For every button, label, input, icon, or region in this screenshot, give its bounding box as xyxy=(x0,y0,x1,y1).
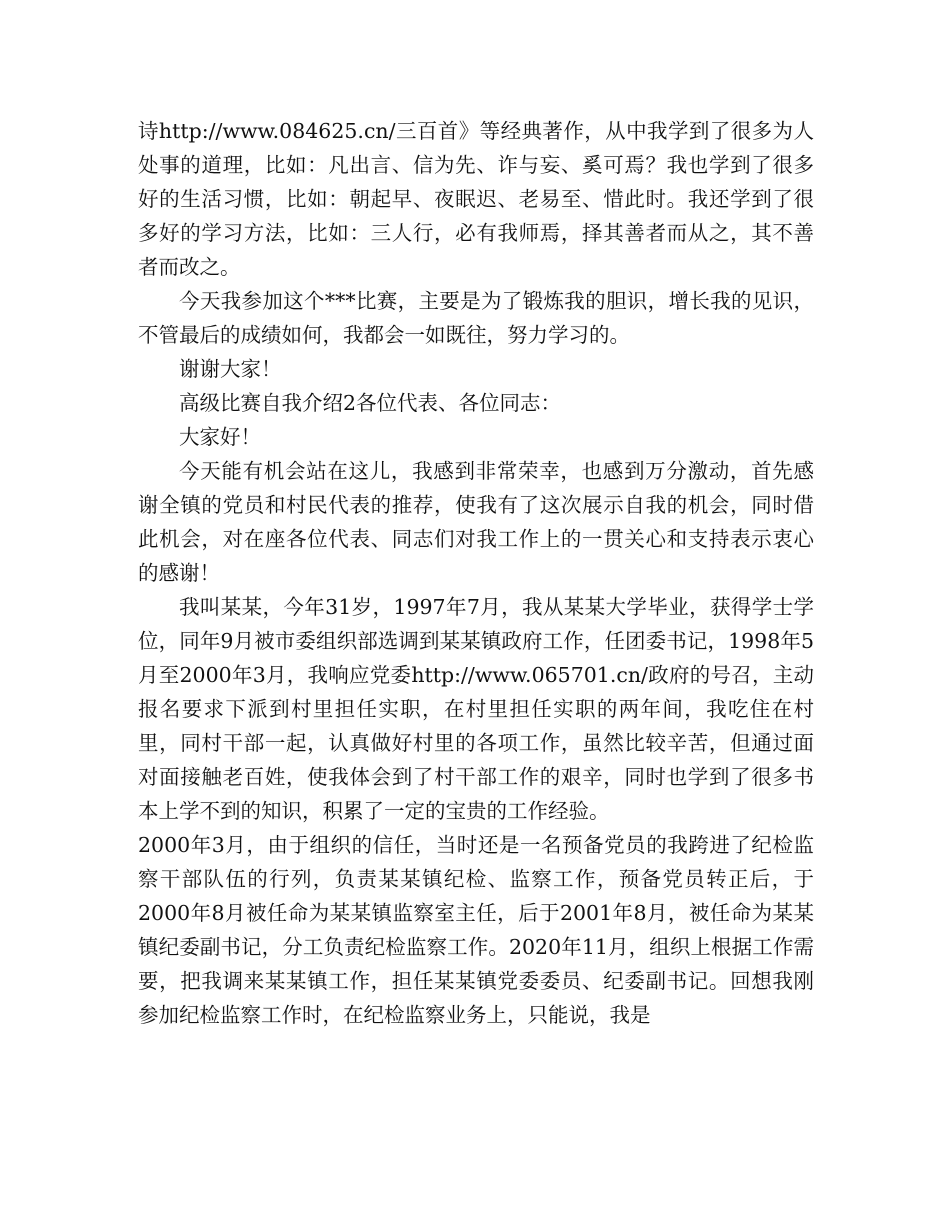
document-body xyxy=(138,114,814,1032)
paragraph-competition-purpose: 今天我参加这个***比赛，主要是为了锻炼我的胆识，增长我的见识，不管最后的成绩如何，我都会一如既往，努力学习的。 xyxy=(138,289,814,347)
paragraph-section-heading: 高级比赛自我介绍2各位代表、各位同志： xyxy=(179,391,562,415)
paragraph-career: 2000年3月，由于组织的信任，当时还是一名预备党员的我跨进了纪检监察干部队伍的行列，负责某某镇纪检、监察工作，预备党员转正后，于2000年8月被任命为某某镇监察室主任，后于2001年8月，被任命为某某镇纪委副书记，分工负责纪检监察工作。2020年11月，组织上根据工作需要，把我调来某某镇工作，担任某某镇党委委员、纪委副书记。回想我刚参加纪检监察工作时，在纪检监察业务上，只能说，我是 xyxy=(138,833,814,1027)
paragraph-opening: 今天能有机会站在这儿，我感到非常荣幸，也感到万分激动，首先感谢全镇的党员和村民代表的推荐，使我有了这次展示自我的机会，同时借此机会，对在座各位代表、同志们对我工作上的一贯关心和支持表示衷心的感谢！ xyxy=(138,459,814,585)
paragraph-biography: 我叫某某，今年31岁，1997年7月，我从某某大学毕业，获得学士学位，同年9月被市委组织部选调到某某镇政府工作，任团委书记，1998年5月至2000年3月，我响应党委http://www.065701.cn/政府的号召，主动报名要求下派到村里担任实职，在村里担任实职的两年间，我吃住在村里，同村干部一起，认真做好村里的各项工作，虽然比较辛苦，但通过面对面接触老百姓，使我体会到了村干部工作的艰辛，同时也学到了很多书本上学不到的知识，积累了一定的宝贵的工作经验。 xyxy=(138,595,814,823)
paragraph-continuation: 诗http://www.084625.cn/三百首》等经典著作，从中我学到了很多为人处事的道理，比如：凡出言、信为先、诈与妄、奚可焉？我也学到了很多好的生活习惯，比如：朝起早、夜眠迟、老易至、惜此时。我还学到了很多好的学习方法，比如：三人行，必有我师焉，择其善者而从之，其不善者而改之。 xyxy=(138,119,814,279)
paragraph-thanks: 谢谢大家！ xyxy=(179,357,282,381)
paragraph-greeting: 大家好！ xyxy=(179,425,261,449)
